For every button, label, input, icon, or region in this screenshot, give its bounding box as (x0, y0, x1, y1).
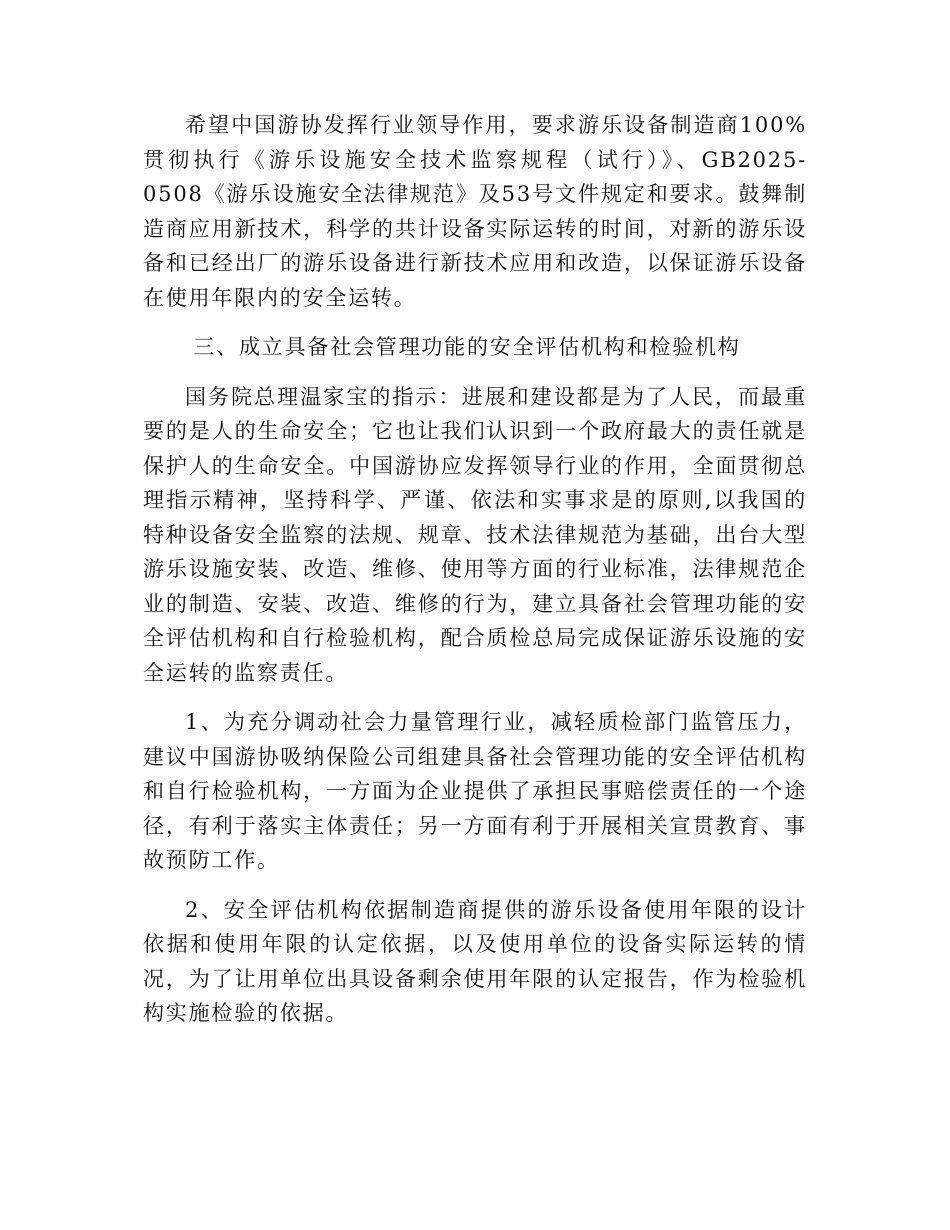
paragraph-item-1: 1、为充分调动社会力量管理行业，减轻质检部门监管压力，建议中国游协吸纳保险公司组建具备社会管理功能的安全评估机构和自行检验机构，一方面为企业提供了承担民事赔偿责任的一个途径，有利于落实主体责任；另一方面有利于开展相关宣贯教育、事故预防工作。 (143, 710, 807, 872)
section-heading-3: 三、成立具备社会管理功能的安全评估机构和检验机构 (193, 335, 741, 359)
document-body (143, 108, 807, 1031)
paragraph-item-2: 2、安全评估机构依据制造商提供的游乐设备使用年限的设计依据和使用年限的认定依据，以及使用单位的设备实际运转的情况，为了让用单位出具设备剩余使用年限的认定报告，作为检验机构实施检验的依据。 (143, 897, 807, 1025)
paragraph-manufacturer-requirements: 希望中国游协发挥行业领导作用，要求游乐设备制造商100%贯彻执行《游乐设施安全技术监察规程（试行）》、GB2025-0508《游乐设施安全法律规范》及53号文件规定和要求。鼓舞制造商应用新技术，科学的共计设备实际运转的时间，对新的游乐设备和已经出厂的游乐设备进行新技术应用和改造，以保证游乐设备在使用年限内的安全运转。 (143, 113, 807, 310)
paragraph-premier-instructions: 国务院总理温家宝的指示：进展和建设都是为了人民，而最重要的是人的生命安全；它也让我们认识到一个政府最大的责任就是保护人的生命安全。中国游协应发挥领导行业的作用，全面贯彻总理指示精神，坚持科学、严谨、依法和实事求是的原则,以我国的特种设备安全监察的法规、规章、技术法律规范为基础，出台大型游乐设施安装、改造、维修、使用等方面的行业标准，法律规范企业的制造、安装、改造、维修的行为，建立具备社会管理功能的安全评估机构和自行检验机构，配合质检总局完成保证游乐设施的安全运转的监察责任。 (143, 384, 807, 685)
